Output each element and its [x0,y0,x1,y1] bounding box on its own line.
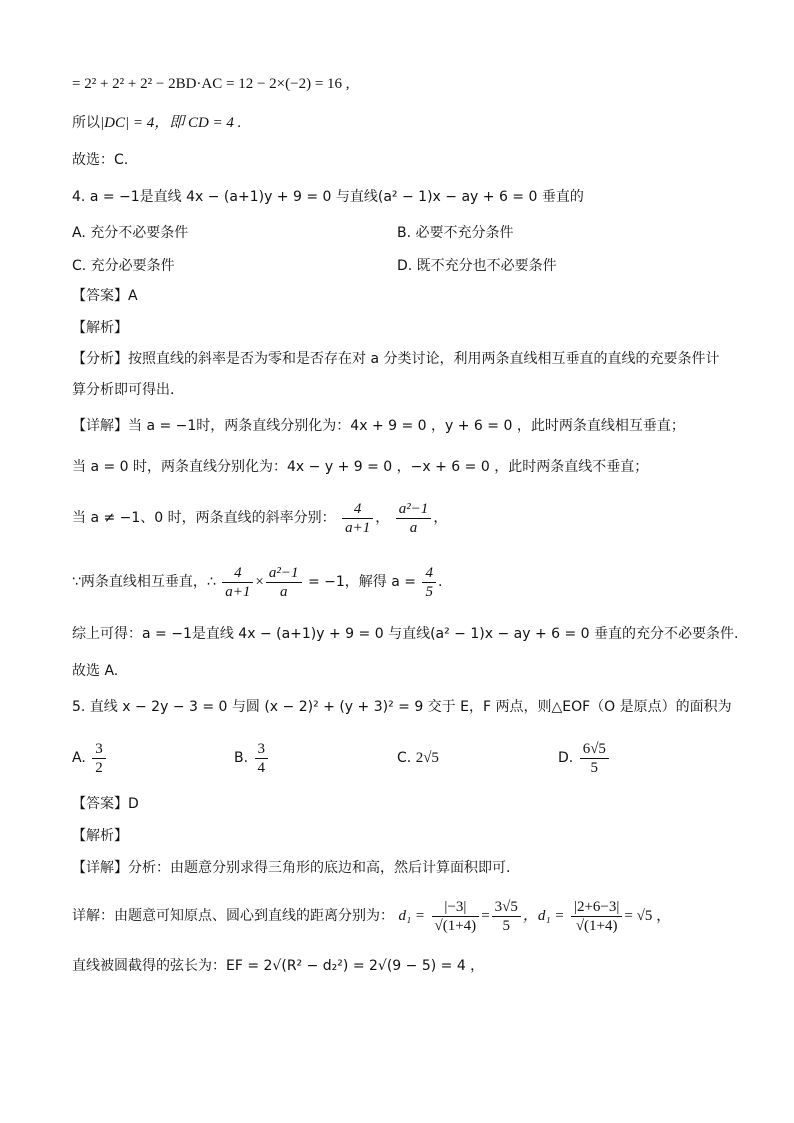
slope-1-denominator: a+1 [345,519,371,536]
q5-option-b [234,738,270,778]
solution-period: . [437,574,443,590]
q4-analysis-line-2: 算分析即可得出. [72,382,175,398]
q5-a-numerator: 3 [92,740,106,759]
q5-detail-2-prefix: 详解：由题意可知原点、圆心到直线的距离分别为： [72,908,394,924]
times-sign: × [255,574,264,590]
q5-option-c [397,738,439,778]
slope-2-numerator: a²−1 [396,500,432,519]
so-prefix: 所以 [72,115,100,131]
q5-option-b-fraction [255,740,269,777]
q4-conclusion: 故选 A. [72,663,119,679]
q4-analysis-line-1: 【分析】按照直线的斜率是否为零和是否存在对 a 分类讨论，利用两条直线相互垂直的直线的充要条件计 [72,351,720,367]
q4-stem [72,187,584,207]
d1-label: d₁ = [398,908,426,924]
solve-text: = −1，解得 a = [307,574,416,590]
q5-stem: 5. 直线 x − 2y − 3 = 0 与圆 (x − 2)² + (y + 3)² = 9 交于 E，F 两点，则△EOF（O 是原点）的面积为 [72,699,732,715]
q4-option-a: A. 充分不必要条件 [72,225,189,241]
vector-equation-line: = 2² + 2² + 2² − 2BD·AC = 12 − 2×(−2) = 16 , [72,76,350,92]
q4-summary: 综上可得：a = −1是直线 4x − (a+1)y + 9 = 0 与直线(a² − 1)x − ay + 6 = 0 垂直的充分不必要条件. [72,626,739,642]
d2-fraction [571,898,622,935]
q5-d-numerator: 6√5 [580,740,609,759]
q5-option-c-label: C. [397,750,412,766]
q5-option-a-label: A. [72,750,86,766]
q4-number: 4. [72,189,86,205]
q5-b-denominator: 4 [257,759,266,776]
q4-detail-3-prefix: 当 a ≠ −1、0 时，两条直线的斜率分别： [72,510,336,526]
q4-detail-2: 当 a = 0 时，两条直线分别化为：4x − y + 9 = 0 ，−x + 6 = 0 ，此时两条直线不垂直； [72,459,649,475]
d1-fraction [432,898,480,935]
slope-2-denominator: a [409,519,418,536]
dc-length: |DC| = 4，即 CD = 4 . [100,115,242,131]
q4-option-b: B. 必要不充分条件 [397,225,514,241]
q4-stem-text: a = −1是直线 4x − (a+1)y + 9 = 0 与直线(a² − 1)x − ay + 6 = 0 垂直的 [89,189,584,205]
d1-denominator: √(1+4) [434,917,477,934]
q5-option-b-label: B. [234,750,249,766]
d1-value-numerator: 3√5 [492,898,521,917]
q5-option-a [72,738,108,778]
q5-option-c-value: 2√5 [415,750,439,766]
d1-value-denominator: 5 [502,917,511,934]
d1-value-fraction [492,898,521,935]
d2-numerator: |2+6−3| [571,898,622,917]
d2-denominator: √(1+4) [575,917,618,934]
d2-value: = √5 ， [624,908,672,924]
q5-option-d-label: D. [558,750,574,766]
q5-detail-3: 直线被圆截得的弦长为：EF = 2√(R² − d₂²) = 2√(9 − 5) = 4 ， [72,958,485,974]
solution-fraction [422,564,436,601]
d1-equals: = [481,908,490,924]
q4-detail-1: 【详解】当 a = −1时，两条直线分别化为：4x + 9 = 0 ，y + 6 = 0 ，此时两条直线相互垂直； [72,418,685,434]
product-2-numerator: a²−1 [266,564,302,583]
product-fraction-1 [222,564,253,601]
d1-numerator: |−3| [432,898,480,917]
q4-detail-4 [72,562,442,602]
q5-detail-2 [72,894,671,938]
product-2-denominator: a [279,583,288,600]
q5-d-denominator: 5 [590,759,599,776]
product-1-numerator: 4 [222,564,253,583]
q5-option-d-fraction [580,740,609,777]
q4-answer: 【答案】A [72,288,138,304]
q3-conclusion: 故选：C. [72,152,129,168]
product-1-denominator: a+1 [225,583,251,600]
q4-analysis-head: 【解析】 [72,320,128,336]
q4-detail-4-prefix: ∵两条直线相互垂直，∴ [72,574,216,590]
q4-option-c: C. 充分必要条件 [72,258,175,274]
q4-option-d: D. 既不充分也不必要条件 [397,258,557,274]
q5-analysis-head: 【解析】 [72,828,128,844]
q5-a-denominator: 2 [95,759,103,776]
q5-option-a-fraction [92,740,106,777]
d2-label: ，d₁ = [522,908,565,924]
slope-fraction-2 [396,500,432,537]
q5-answer: 【答案】D [72,796,139,812]
q5-detail-1: 【详解】分析：由题意分别求得三角形的底边和高，然后计算面积即可. [72,860,511,876]
q5-option-d [558,738,611,778]
slope-fraction-1 [342,500,373,537]
vector-result-line [72,113,241,133]
q5-b-numerator: 3 [255,740,269,759]
solution-denominator: 5 [425,583,433,600]
solution-numerator: 4 [422,564,436,583]
product-fraction-2 [266,564,302,601]
slope-1-numerator: 4 [342,500,373,519]
q4-detail-3: 当 a ≠ −1、0 时，两条直线的斜率分别： $\frac{4}{a+1}$ ， $\frac{\text{a²−1}}{a}$ ， [72,500,448,536]
